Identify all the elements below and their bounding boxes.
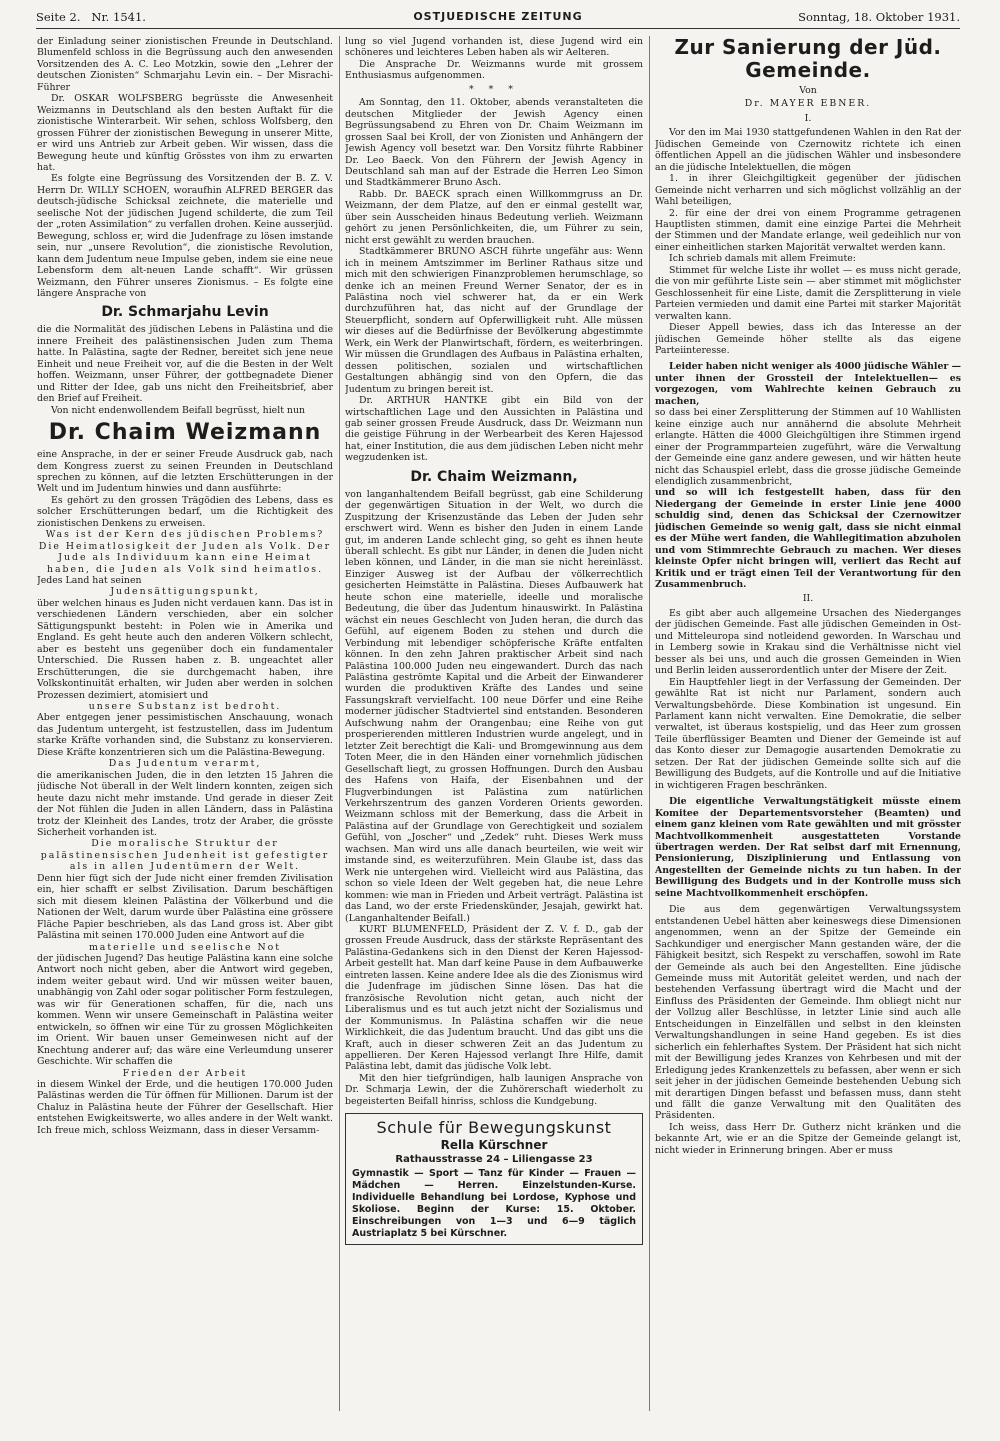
advertisement xyxy=(345,1113,643,1245)
paragraph: 1. in ihrer Gleichgiltigkeit gegenüber der jüdischen Gemeinde nicht verharren und sich möglichst vollzählig an der Wahl beteiligen, xyxy=(655,173,961,208)
paragraph: Ein Hauptfehler liegt in der Verfassung der Gemeinden. Der gewählte Rat ist nicht nur Parlament, sondern auch Verwaltungsbehörde. Diese Kombination ist ungesund. Ein Parlament kann nicht verwalten. Eine Demokratie, die selber verwaltet, ist überaus kostspielig, und das Heer zum grossen Teile überflüssiger Beamten und Diener der Gemeinde ist auf das Konto dieser zur Demagogie ausartenden Demokratie zu setzen. Der Rat der jüdischen Gemeinde sollte sich auf die Bewilligung des Budgets, auf die Kontrolle und auf die Initiative in wichtigeren Fragen beschränken. xyxy=(655,676,961,791)
paragraph: Dr. OSKAR WOLFSBERG begrüsste die Anwesenheit Weizmanns in Deutschland als den besten Auftakt für die zionistische Winterarbeit. Wir sehen, schloss Wolfsberg, den grossen Führer der zionistischen Bewegung in unserer Mitte, er wird uns Antrieb zur Arbeit geben. Wir wissen, dass die Bewegung heute und künftig Grösstes von ihm zu erwarten hat. xyxy=(37,93,333,173)
ad-address: Rathausstrasse 24 – Liliengasse 23 xyxy=(395,1154,593,1166)
paragraph: Ich weiss, dass Herr Dr. Gutherz nicht kränken und die bekannte Art, wie er an die Spitze der Gemeinde gelangt ist, nicht wieder in Erinnerung bringen. Aber er muss xyxy=(655,1121,961,1156)
paragraph: 2. für eine der drei von einem Programme getragenen Hauptlisten stimmen, damit eine einzige Partei die Mehrheit der Stimmen und der Mandate erlange, weil gedeihlich nur von einer einheitlichen starken Majorität verwaltet werden kann. xyxy=(655,207,961,253)
section-heading: Dr. Chaim Weizmann, xyxy=(410,468,578,485)
paragraph: Mit den hier tiefgründigen, halb launigen Ansprache von Dr. Schmarja Lewin, der die Zuhörerschaft wiederholt zu begeisterten Beifall hinriss, schloss die Kundgebung. xyxy=(345,1072,643,1107)
paragraph: Es gibt aber auch allgemeine Ursachen des Niederganges der jüdischen Gemeinde. Fast alle jüdischen Gemeinden in Ost- und Mitteleuropa sind notleidend geworden. In Warschau und in Lemberg sowie in Krakau sind die Verhältnisse nicht viel besser als bei uns, und auch die grossen Gemeinden in Wien und Berlin leiden ausserordentlich unter der Misere der Zeit. xyxy=(655,607,961,677)
page-header xyxy=(36,6,960,29)
issue-date: Sonntag, 18. Oktober 1931. xyxy=(798,10,960,24)
newspaper-title: OSTJUEDISCHE ZEITUNG xyxy=(413,10,583,23)
section-heading: Dr. Schmarjahu Levin xyxy=(101,304,269,321)
paragraph: Aber entgegen jener pessimistischen Anschauung, wonach das Judentum untergeht, ist festzustellen, dass im Judentum starke Kräfte vorhanden sind, die Substanz zu konservieren. Diese Kräfte konzentrieren sich um die Palästina-Bewegung. xyxy=(37,712,333,758)
paragraph: von langanhaltendem Beifall begrüsst, gab eine Schilderung der gegenwärtigen Situation in der Welt, wo durch die Zuspitzung der Krisenzustände das Leben der Juden sehr erschwert wird. Wenn es bisher den Juden in einem Lande gut, im anderen Lande schlecht ging, so geht es ihnen heute überall schlecht. Es gibt nur Länder, in denen die Juden nicht leben können, und Länder, in die man sie nicht hereinlässt. Einziger Ausweg ist der Aufbau der völkerrechtlich gesicherten Heimstätte in Palästina. Dieses Aufbauwerk hat heute schon eine materielle, ideelle und moralische Bedeutung, die über das Judentum hinauswirkt. In Palästina wächst ein neues Geschlecht von Juden heran, die durch das Gefühl, auf eigenem Boden zu stehen und durch die Verbindung mit lebendiger schöpferische Kräfte entfalten können. In den zehn Jahren praktischer Arbeit sind nach Palästina 100.000 Juden neu eingewandert. Durch das nach Palästina geströmte Kapital und die Arbeit der Einwanderer wurden die produktiven Kräfte des Landes und seine Fassungskraft vervielfacht. 100 neue Dörfer und eine Reihe moderner jüdischer Stadtviertel sind entstanden. Besonderen Aufschwung nahm der Orangenbau; eine Reihe von gut prosperierenden mittleren Industrien wurde angelegt, und in letzter Zeit berechtigt die Kali- und Bromgewinnung aus dem Toten Meer, die in den Händen einer vornehmlich jüdischen Gesellschaft liegt, zu grossen Hoffnungen. Durch den Ausbau des Hafens von Haifa, der Eisenbahnen und der Flugverbindungen ist Palästina zum natürlichen Verkehrszentrum des ganzen Vorderen Orients geworden. Weizmann schloss mit der Bemerkung, dass die Arbeit in Palästina auf der Grundlage von Gerechtigkeit und sozialem Gefühl, von „Joscher“ und „Zedek“ ruht. Dieses Werk muss wachsen. Man wird uns alle danach beurteilen, wie weit wir imstande sind, es weiterzuführen. Mein Glaube ist, dass das Werk nie untergehen wird. Vielleicht wird aus Palästina, das schon so viele Ideen der Welt gegeben hat, die neue Lehre kommen: wie man in Frieden und Arbeit verträgt. Palästina ist das Land, wo der erste Friedenskünder, Jesajah, gewirkt hat. (Langanhaltender Beifall.) xyxy=(345,488,643,924)
spaced-paragraph: Was ist der Kern des jüdischen Problems? Die Heimatlosigkeit der Juden als Volk. Der Jude als Individuum kann eine Heimat haben, die Juden als Volk sind heimatlos. xyxy=(38,529,332,575)
paragraph: lung so viel Jugend vorhanden ist, diese Jugend wird ein schöneres und leichteres Leben haben als wir Aelteren. xyxy=(345,36,643,59)
paragraph: über welchen hinaus es Juden nicht verdauen kann. Das ist in verschiedenen Ländern verschieden, aber ein solcher Sättigungspunkt besteht: in Polen wie in Amerika und England. Es geht heute auch den anderen Völkern schlecht, aber es besteht uns gegenüber doch ein fundamentaler Unterschied. Die Russen haben z. B. ungeachtet aller Erschütterungen, die sie durchgemacht haben, ihre Volkskontinuität erhalten, wir Juden aber werden in solchen Prozessen dezimiert, atomisiert und xyxy=(37,597,333,701)
spaced-paragraph: Die moralische Struktur der palästinensischen Judenheit ist gefestigter als in allen Judentümern der Welt. xyxy=(40,838,330,873)
column-2 xyxy=(345,36,643,1411)
ad-name: Rella Kürschner xyxy=(440,1138,548,1153)
column-divider xyxy=(339,36,340,1411)
paragraph: die amerikanischen Juden, die in den letzten 15 Jahren die jüdische Not überall in der Welt lindern konnten, zeigen sich heute dazu nicht mehr imstande. Und gerade in dieser Zeit der Not fühlen die Juden in allen Ländern, dass in Palästina trotz der Kleinheit des Landes, trotz der Araber, die grösste Sicherheit vorhanden ist. xyxy=(37,769,333,838)
column-divider xyxy=(649,36,650,1411)
column-1 xyxy=(37,36,333,1411)
paragraph: Jedes Land hat seinen xyxy=(37,575,142,587)
section-number: I. xyxy=(804,112,812,124)
paragraph: die die Normalität des jüdischen Lebens in Palästina und die innere Freiheit des palästinensischen Juden zum Thema hatte. In Palästina, sagte der Redner, bereitet sich jene neue Einheit und neue Freiheit vor, auf die die Besten in der Welt hoffen. Weizmann, unser Führer, der gottbegnadete Diener und Ritter der Idee, gab uns nicht den Freiheitsbrief, aber den Brief auf Freiheit. xyxy=(37,324,333,405)
paragraph: Stadtkämmerer BRUNO ASCH führte ungefähr aus: Wenn ich in meinem Amtszimmer im Berliner Rathaus sitze und mich mit den schwierigen Finanzproblemen herumschlage, so denke ich an meinen Freund Werner Senator, der es in Palästina noch viel schwerer hat, da er ein Werk durchzuführen hat, das nicht auf der Grundlage der Steuerpflicht, sondern auf Opferwilligkeit ruht. Alle müssen wir dieses auf die Bedürfnisse der Bevölkerung abgestimmte Werk, ein Werk der Planwirtschaft, fördern, es weiterbringen. Wir müssen die Grundlagen des Aufbaus in Palästina erhalten, dessen politischen, sozialen und wirtschaftlichen Gestaltungen abhängig sind von den Opfern, die das Judentum zu bringen bereit ist. xyxy=(345,246,643,395)
paragraph: Die aus dem gegenwärtigen Verwaltungssystem entstandenen Uebel hätten aber keineswegs diese Dimensionen angenommen, wenn an der Spitze der Gemeinde ein Sachkundiger und energischer Mann gestanden wäre, der die Fähigkeit besitzt, sich Respekt zu verschaffen, sowohl im Rate der Gemeinde als auch bei den Angestellten. Eine jüdische Gemeinde muss mit Autorität geleitet werden, und nach der bestehenden Verfassung übertragt wird die Macht und der Einfluss des Präsidenten der Gemeinde. Ihm obliegt nicht nur der Vollzug aller Beschlüsse, in letzter Linie sind auch alle Entscheidungen in Einzelfällen und selbst in den kleinsten Verwaltungshandlungen in seine Hand gegeben. Es ist dies sicherlich ein fehlerhaftes System. Der Präsident hat sich nicht mit der Bewilligung jedes Kranzes von Kehrbesen und mit der Erledigung jedes Krankenzettels zu befassen, aber wenn er sich seit jeher in der jüdischen Gemeinde bestehenden Uebung sich mit derartigen Dingen befasst und befassen muss, dann steht und fällt die ganze Verwaltung mit den Qualitäten des Präsidenten. xyxy=(655,904,961,1122)
column-3 xyxy=(655,36,961,1411)
paragraph: der Einladung seiner zionistischen Freunde in Deutschland. Blumenfeld schloss in die Begrüssung auch den anwesenden Vorsitzenden des A. C. Leo Motzkin, sowie den „Lehrer der deutschen Zionisten“ Schmarjahu Levin ein. – Der Misrachi-Führer xyxy=(37,36,333,93)
spaced-line: Judensättigungspunkt, xyxy=(110,586,260,598)
article-title: Zur Sanierung der Jüd. Gemeinde. xyxy=(674,36,942,82)
ad-description: Gymnastik — Sport — Tanz für Kinder — Frauen — Mädchen — Herren. Einzelstunden-Kurse. Individuelle Behandlung bei Lordose, Kyphose und Skoliose. Beginn der Kurse: 15. Oktober. Einschreibungen von 1—3 und 6—9 täglich Austriaplatz 5 bei Kürschner. xyxy=(352,1168,636,1240)
paragraph: Rabb. Dr. BAECK sprach einen Willkommgruss an Dr. Weizmann, der dem Platze, auf den er einmal gestellt war, über sein Ausscheiden hinaus Bedeutung verlieh. Weizmann gehört zu jenen Persönlichkeiten, die, um Führer zu sein, nicht erst gewählt zu werden brauchen. xyxy=(345,188,643,246)
paragraph: Vor den im Mai 1930 stattgefundenen Wahlen in den Rat der Jüdischen Gemeinde von Czernowitz richtete ich einen öffentlichen Appell an die jüdischen Wähler und insbesondere an die jüdische Intelektuellen, die mögen xyxy=(655,127,961,173)
spaced-line: Frieden der Arbeit xyxy=(122,1067,248,1079)
bold-paragraph: Leider haben nicht weniger als 4000 jüdische Wähler — unter ihnen der Grossteil der Intelektuellen— es vorgezogen, vom Wahlrechte keinen Gebrauch zu machen, xyxy=(655,361,961,407)
paragraph: Dr. ARTHUR HANTKE gibt ein Bild von der wirtschaftlichen Lage und den Aussichten in Palästina und gab seiner grossen Freude Ausdruck, dass Dr. Weizmann nun die geistige Führung in der Werbearbeit des Keren Hajessod hat, einer Institution, die aus dem jüdischen Leben nicht mehr wegzudenken ist. xyxy=(345,395,643,464)
paragraph: Denn hier fügt sich der Jude nicht einer fremden Zivilisation ein, hier schafft er selbst Zivilisation. Darum beschäftigen sich mit diesem kleinen Palästina der Völkerbund und die Nationen der Welt, darum wurde über Palästina eine grössere Fläche Papier beschrieben, als das Land gross ist. Aber gibt Palästina mit seinen 170.000 Juden eine Antwort auf die xyxy=(37,872,333,942)
paragraph: Am Sonntag, den 11. Oktober, abends veranstalteten die deutschen Mitglieder der Jewish Agency einen Begrüssungsabend zu Ehren von Dr. Chaim Weizmann im grossen Saal bei Kroll, der von Zionisten und Anhängern der Jewish Agency voll besetzt war. Den Vorsitz führte Rabbiner Dr. Leo Baeck. Von den Führern der Jewish Agency in Deutschland sah man auf der Estrade die Herren Leo Simon und Stadtkämmerer Bruno Asch. xyxy=(345,97,643,189)
paragraph: Es folgte eine Begrüssung des Vorsitzenden der B. Z. V. Herrn Dr. WILLY SCHOEN, woraufhin ALFRED BERGER das deutsch-jüdische Schicksal zeichnete, die materielle und seelische Not der jüdischen Jugend schilderte, die zum Teil der „roten Assimilation“ zu verfallen drohen. Keine ausserjüd. Bewegung, schloss er, wird die Judenfrage zu lösen imstande sein, nur „unsere Revolution“, die zionistische Revolution, kann dem Judentum neue Impulse geben, indem sie eine neue Lebensform dem alt-neuen Lande schafft“. Wir grüssen Weizmann, den Führer unseres Zionismus. – Es folgte eine längere Ansprache von xyxy=(37,173,333,299)
spaced-line: materielle und seelische Not xyxy=(88,941,282,953)
section-heading: Dr. Chaim Weizmann xyxy=(48,420,322,446)
paragraph: eine Ansprache, in der er seiner Freude Ausdruck gab, nach dem Kongress zuerst zu seinen Freunden in Deutschland sprechen zu können, auf die letzten Erschütterungen in der Welt und im Judentum hinwies und dann ausführte: xyxy=(37,449,333,495)
bold-paragraph: Die eigentliche Verwaltungstätigkeit müsste einem Komitee der Departementsvorsteher (Beamten) und einem ganz kleinen vom Rate gewählten und mit grösster Machtvollkommenheit ausgestatteten Vorstande übertragen werden. Der Rat selbst darf mit Ernennung, Pensionierung, Disziplinierung und Entlassung von Angestellten der Gemeinde nichts zu tun haben. In der Bewilligung des Budgets und in der Kontrolle muss sich seine Machtvollkommenheit erschöpfen. xyxy=(655,796,961,899)
paragraph: Stimmet für welche Liste ihr wollet — es muss nicht gerade, die von mir geführte Liste sein — aber stimmet mit möglichster Geschlossenheit für eine Liste, damit die Zersplitterung in viele Parteien vermieden und damit eine Partei mit starker Majorität verwalten kann. xyxy=(655,264,961,322)
bold-paragraph: und so will ich festgestellt haben, dass für den Niedergang der Gemeinde in erster Linie jene 4000 schuldig sind, denen das Schicksal der Czernowitzer jüdischen Gemeinde so wenig galt, dass sie nicht einmal es der Mühe wert fanden, die Wahllegitimation abzuholen und vom Stimmrechte Gebrauch zu machen. Wer dieses kleinste Opfer nicht bringen will, verliert das Recht auf Kritik und er trägt einen Teil der Verantwortung für den Zusammenbruch. xyxy=(655,487,961,591)
paragraph: Ich schrieb damals mit allem Freimute: xyxy=(669,253,856,265)
byline-author: Dr. MAYER EBNER. xyxy=(744,98,872,110)
spaced-line: Das Judentum verarmt, xyxy=(108,758,262,770)
spaced-line: unsere Substanz ist bedroht. xyxy=(88,701,282,713)
ad-title: Schule für Bewegungskunst xyxy=(376,1118,612,1138)
paragraph: KURT BLUMENFELD, Präsident der Z. V. f. D., gab der grossen Freude Ausdruck, dass der stärkste Repräsentant des Palästina-Gedankens sich in den Dienst der Keren Hajessod-Arbeit gestellt hat. Man darf keine Pause in dem Aufbauwerke eintreten lassen. Keine andere Idee als die des Zionismus wird die Judenfrage im jüdischen Sinne lösen. Das hat die französische Revolution nicht getan, auch nicht der Liberalismus und es tut auch jetzt nicht der Sozialismus und der Kommunismus. In Palästina schaffen wir die neue Wirklichkeit, die das Judentum braucht. Und das gibt uns die Kraft, auch in dieser schweren Zeit an das Judentum zu appellieren. Der Keren Hajessod verlangt Ihre Hilfe, damit Palästina lebt, damit das jüdische Volk lebt. xyxy=(345,923,643,1073)
section-number: II. xyxy=(802,593,814,605)
paragraph: so dass bei einer Zersplitterung der Stimmen auf 10 Wahllisten keine einzige auch nur annähernd die absolute Mehrheit erlangte. Hätten die 4000 Gleichgültigen ihre Stimmen irgend einer der Programmparteien zugeführt, wäre die Verwaltung der Gemeinde eine ganz andere gewesen, und wir hätten heute nicht das Schauspiel erlebt, dass die grosse jüdische Gemeinde elendiglich zusammenbricht, xyxy=(655,407,961,487)
paragraph: Dieser Appell bewies, dass ich das Interesse an der jüdischen Gemeinde höher stellte als das eigene Parteiinteresse. xyxy=(655,322,961,356)
section-separator: * * * xyxy=(469,83,519,95)
paragraph: Es gehört zu den grossen Trägödien des Lebens, dass es solcher Erschütterungen bedarf, um die Richtigkeit des zionistischen Denkens zu erweisen. xyxy=(37,494,333,529)
page-number: Seite 2. Nr. 1541. xyxy=(36,10,146,24)
paragraph: Die Ansprache Dr. Weizmanns wurde mit grossem Enthusiasmus aufgenommen. xyxy=(345,58,643,82)
paragraph: der jüdischen Jugend? Das heutige Palästina kann eine solche Antwort noch nicht geben, aber die Antwort wird gegeben, indem weiter gebaut wird. Und wir müssen weiter bauen, unabhängig von Zahl oder sogar politischer Form festzulegen, was wir für Generationen schaffen, für die, nach uns kommen. Wenn wir unsere Gemeinschaft in Palästina weiter entwickeln, so öffnen wir eine Tür zu grossen Möglichkeiten im Orient. Wir bauen unser Gemeinwesen nicht auf der Knechtung anderer auf; das wäre eine Verleumdung unserer Geschichte. Wir schaffen die xyxy=(37,952,333,1068)
paragraph: in diesem Winkel der Erde, und die heutigen 170.000 Juden Palästinas werden die Tür öffnen für Millionen. Darum ist der Chaluz in Palästina heute der Führer der Gesellschaft. Hier entstehen Ewigkeitswerte, wo alles andere in der Welt wankt. Ich freue mich, schloss Weizmann, dass in dieser Versamm- xyxy=(37,1078,333,1136)
byline-von: Von xyxy=(799,85,817,96)
paragraph: Von nicht endenwollendem Beifall begrüsst, hielt nun xyxy=(51,404,305,416)
